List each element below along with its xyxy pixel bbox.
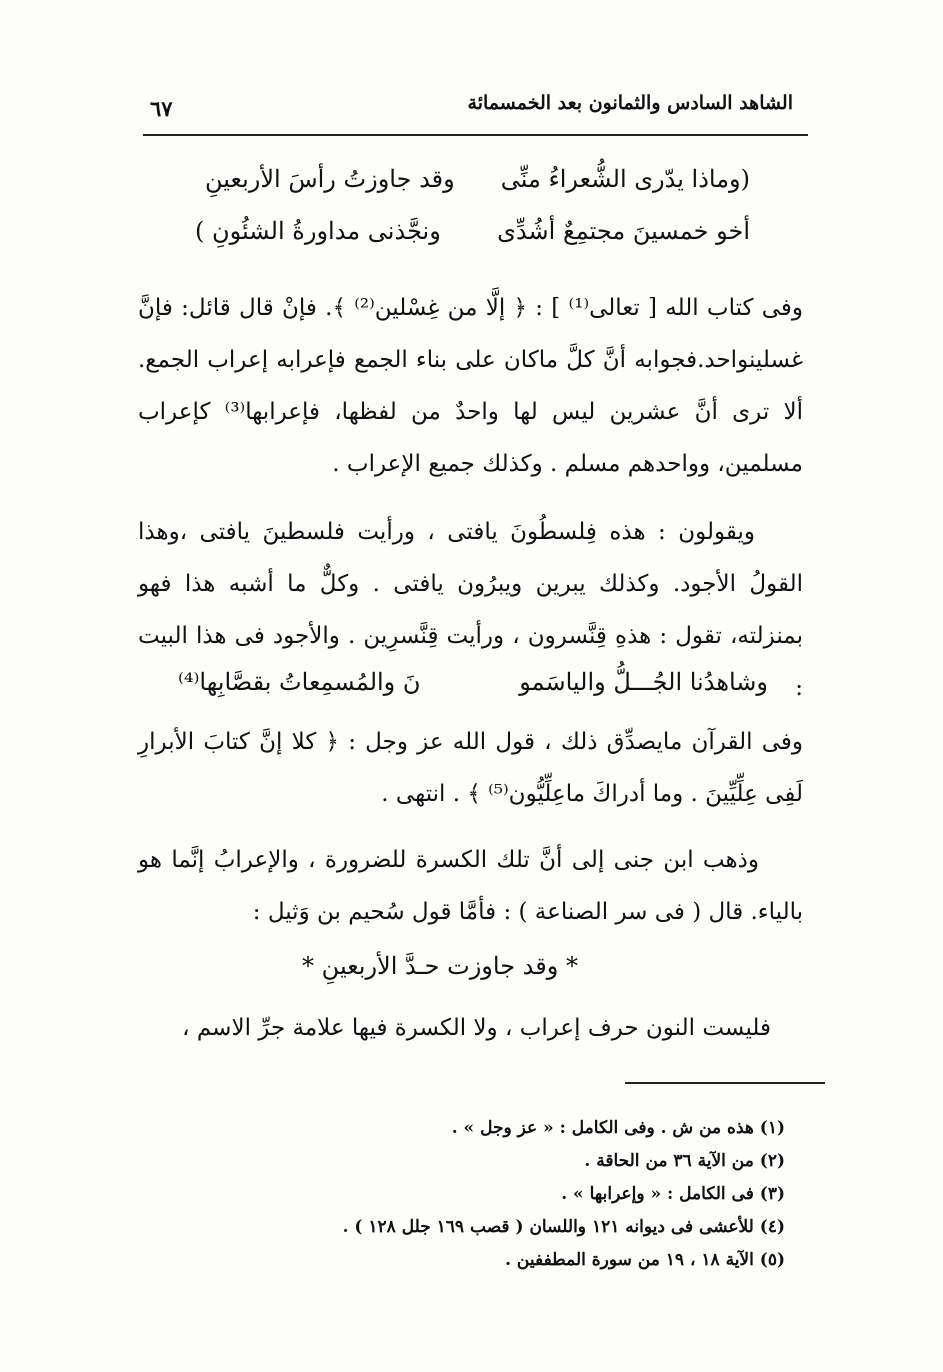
footnote-5: (٥) الآية ١٨ ، ١٩ من سورة المطففين . — [505, 1250, 785, 1270]
page-number: ٦٧ — [150, 96, 173, 121]
quoted-hemistich: * وقد جاوزت حـدَّ الأربعينِ * — [302, 952, 578, 980]
poem-verse-2 — [195, 217, 750, 253]
footnote-3: (٣) فى الكامل : « وإعرابها » . — [561, 1184, 785, 1204]
header-divider — [143, 134, 808, 136]
verse-3-second-hemistich: نَ والمُسمِعاتُ بقصَّابِها⁽⁴⁾ — [178, 668, 421, 696]
running-header-title: الشاهد السادس والثمانون بعد الخمسمائة — [467, 92, 793, 114]
paragraph-1: وفى كتاب الله [ تعالى⁽¹⁾ ] : ﴿ إلَّا من غِسْلين⁽²⁾ ﴾. فإنْ قال قائل: فإنَّ غسلينواحد.فجوابه أنَّ كلَّ ماكان على بناء الجمع فإعرابه إعراب الجمع. ألا ترى أنَّ عشرين ليس لها واحدٌ من لفظها، فإعرابها⁽³⁾ كإعراب مسلمين، وواحدهم مسلم . وكذلك جميع الإعراب . — [138, 295, 804, 477]
paragraph-3: وفى القرآن مايصدِّق ذلك ، قول الله عز وجل : ﴿ كلا إنَّ كتابَ الأبرارِ لَفِى عِلِّيِّينَ . وما أدراكَ ماعِلِّيُّون⁽⁵⁾ ﴾ . انتهى . — [138, 729, 803, 807]
footnotes-list — [225, 1112, 785, 1277]
poem-verse-1 — [205, 165, 750, 201]
paragraph-4: وذهب ابن جنى إلى أنَّ تلك الكسرة للضرورة ، والإعرابُ إنَّما هو بالياء. قال ( فى سر الصناعة ) : فأمَّا قول سُحيم بن وَثيل : — [138, 847, 803, 925]
footnote-divider — [625, 1082, 825, 1084]
poem-verse-3 — [178, 668, 768, 704]
paragraph-5: فليست النون حرف إعراب ، ولا الكسرة فيها علامة جرِّ الاسم ، — [182, 1015, 771, 1041]
footnote-2: (٢) من الآية ٣٦ من الحاقة . — [584, 1151, 785, 1171]
footnote-1: (١) هذه من ش . وفى الكامل : « عز وجل » . — [451, 1118, 785, 1138]
footnote-4: (٤) للأعشى فى ديوانه ١٢١ واللسان ( قصب ١٦٩ جلل ١٢٨ ) . — [342, 1217, 785, 1237]
verse-3-first-hemistich: وشاهدُنا الجُـــلُّ والياسَمو — [519, 668, 768, 696]
paragraph-2: ويقولون : هذه فِلسطُونَ يافتى ، ورأيت فلسطينَ يافتى ،وهذا القولُ الأجود. وكذلك يبرين ويبرُون يافتى . وكلٌّ ما أشبه هذا فهو بمنزلته، تقول : هذهِ قِنَّسرون ، ورأيت قِنَّسرِين . والأجود فى هذا البيت : — [138, 519, 803, 701]
verse-2-first-hemistich: أخو خمسينَ مجتمِعٌ أشُدِّى — [497, 217, 750, 245]
verse-1-first-hemistich: (وماذا يدّرى الشُّعراءُ منِّى — [500, 165, 750, 193]
verse-1-second-hemistich: وقد جاوزتُ رأسَ الأربعينِ — [205, 165, 455, 193]
verse-2-second-hemistich: ونجَّذنى مداورةُ الشئُونِ ) — [195, 217, 441, 245]
